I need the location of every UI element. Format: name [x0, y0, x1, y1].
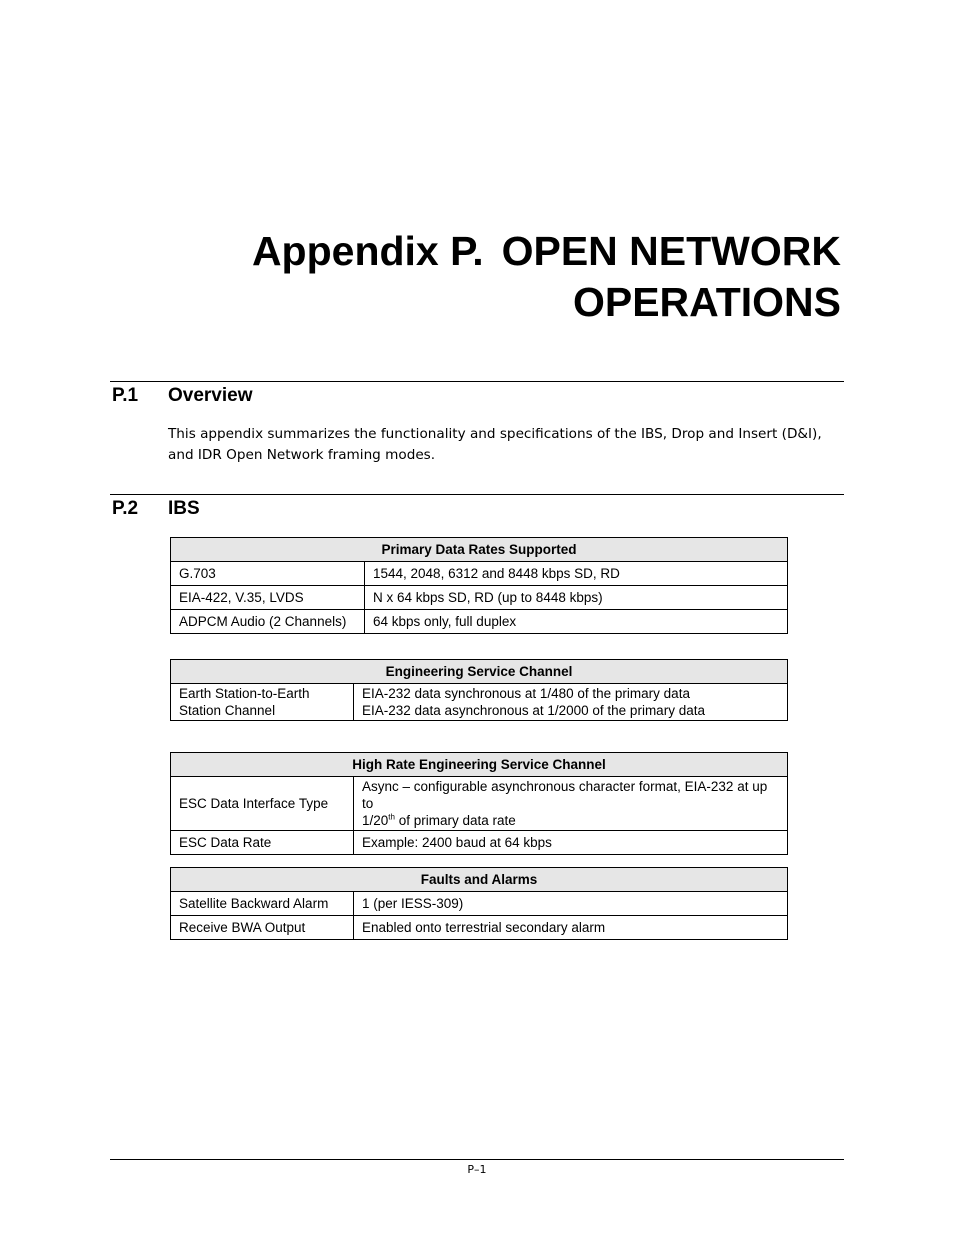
value-fraction: 1/20	[362, 813, 389, 828]
overview-paragraph	[168, 424, 838, 466]
section-heading-ibs	[112, 498, 200, 520]
value-line	[362, 812, 779, 829]
row-value: 1 (per IESS-309)	[354, 892, 788, 916]
table-row	[171, 916, 788, 940]
section-number: P.1	[112, 385, 139, 406]
high-rate-esc-table	[170, 752, 788, 855]
table-row	[171, 586, 788, 610]
paragraph-line: and IDR Open Network framing modes.	[168, 447, 436, 463]
value-text: of primary data rate	[394, 813, 516, 828]
row-label: ADPCM Audio (2 Channels)	[171, 610, 365, 634]
page-number: P–1	[467, 1163, 487, 1176]
footer-divider	[110, 1159, 844, 1160]
title-line-2: OPERATIONS	[572, 279, 841, 325]
table-row	[171, 777, 788, 831]
row-label: Receive BWA Output	[171, 916, 354, 940]
row-label: Satellite Backward Alarm	[171, 892, 354, 916]
table-row	[171, 562, 788, 586]
row-value: N x 64 kbps SD, RD (up to 8448 kbps)	[365, 586, 788, 610]
title-text-1: OPEN NETWORK	[501, 228, 841, 274]
engineering-service-channel-table	[170, 659, 788, 721]
table-row	[171, 610, 788, 634]
section-title: Overview	[168, 385, 253, 406]
row-value: Enabled onto terrestrial secondary alarm	[354, 916, 788, 940]
value-line: Async – configurable asynchronous character format, EIA-232 at up to	[362, 779, 768, 811]
table-row	[171, 892, 788, 916]
appendix-title	[141, 226, 841, 328]
row-value: 64 kbps only, full duplex	[365, 610, 788, 634]
table-row	[171, 831, 788, 855]
table-header: Faults and Alarms	[171, 868, 788, 892]
value-line: EIA-232 data asynchronous at 1/2000 of the primary data	[362, 703, 705, 718]
row-value	[354, 684, 788, 721]
section-number: P.2	[112, 498, 139, 519]
primary-data-rates-table	[170, 537, 788, 634]
title-line-1	[141, 226, 841, 277]
label-line: Station Channel	[179, 703, 276, 718]
row-value: Example: 2400 baud at 64 kbps	[354, 831, 788, 855]
row-label	[171, 684, 354, 721]
row-label: G.703	[171, 562, 365, 586]
value-line: EIA-232 data synchronous at 1/480 of the primary data	[362, 686, 690, 701]
table-header: High Rate Engineering Service Channel	[171, 753, 788, 777]
row-value: 1544, 2048, 6312 and 8448 kbps SD, RD	[365, 562, 788, 586]
label-line: Earth Station-to-Earth	[179, 686, 310, 701]
appendix-label: Appendix P.	[251, 228, 484, 274]
paragraph-line: This appendix summarizes the functionality and specifications of the IBS, Drop and Insert (D&I),	[168, 426, 822, 442]
row-label: EIA-422, V.35, LVDS	[171, 586, 365, 610]
table-row	[171, 684, 788, 721]
table-header: Engineering Service Channel	[171, 660, 788, 684]
section-title: IBS	[168, 498, 200, 519]
section-heading-overview	[112, 385, 253, 407]
section-divider	[110, 381, 844, 382]
table-header: Primary Data Rates Supported	[171, 538, 788, 562]
ordinal-suffix: th	[388, 812, 395, 822]
row-value	[354, 777, 788, 831]
row-label: ESC Data Interface Type	[171, 777, 354, 831]
section-divider	[110, 494, 844, 495]
row-label: ESC Data Rate	[171, 831, 354, 855]
faults-and-alarms-table	[170, 867, 788, 940]
